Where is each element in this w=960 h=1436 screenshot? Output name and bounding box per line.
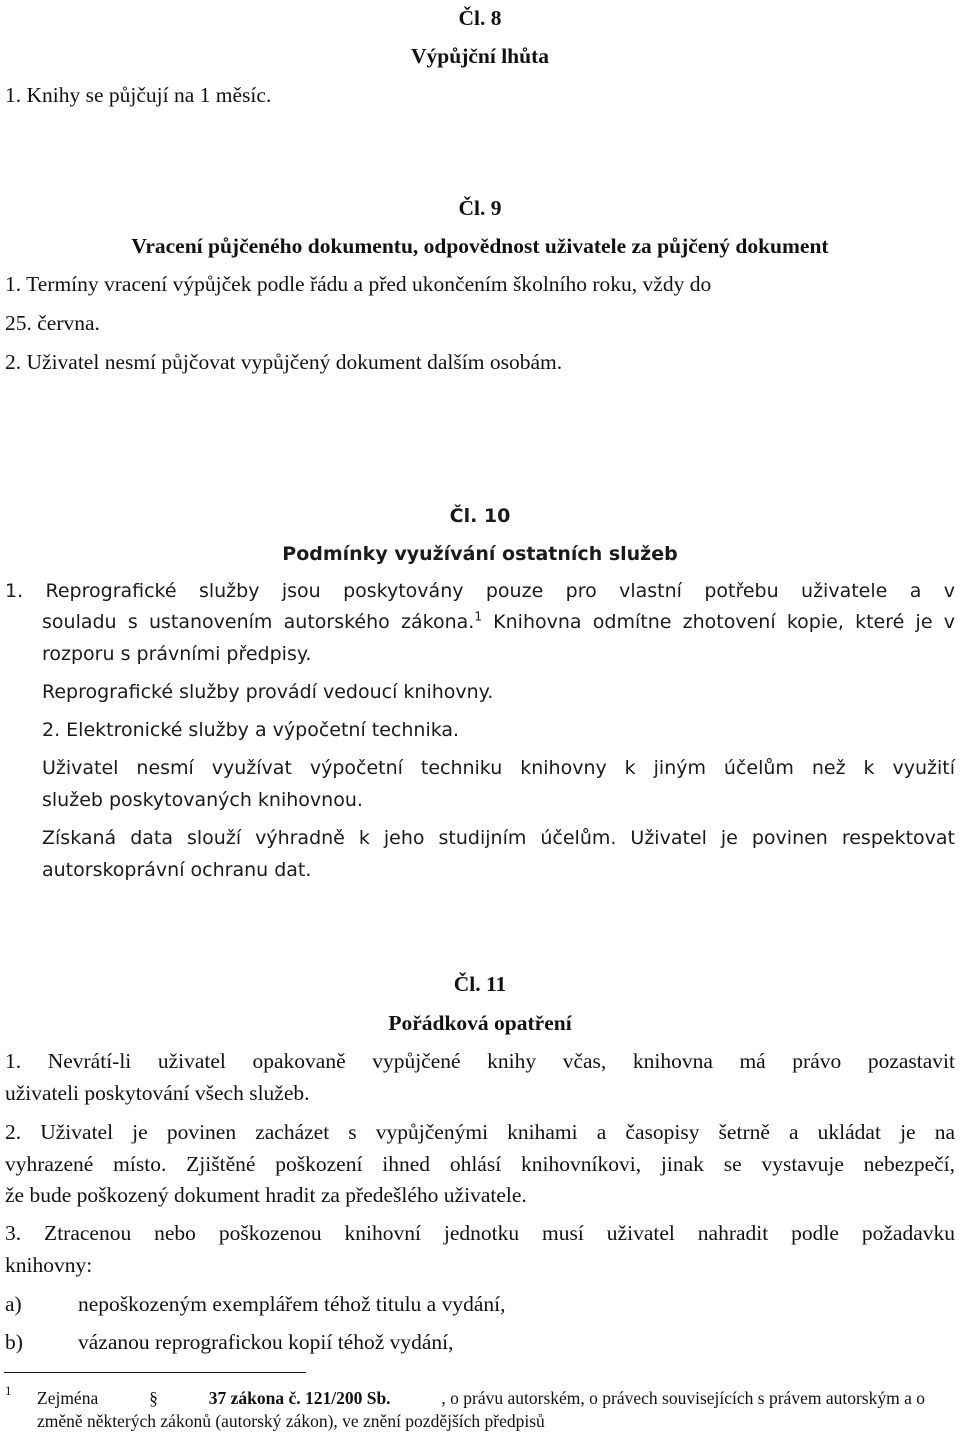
article-11-paragraph-2-line-1: 2. Uživatel je povinen zacházet s vypůjčenými knihami a časopisy šetrně a ukládat je na [5,1120,955,1144]
article-9-paragraph-2: 2. Uživatel nesmí půjčovat vypůjčený dokument dalším osobám. [5,350,563,374]
article-9-number: Čl. 9 [458,196,502,220]
footnote-separator [4,1372,306,1373]
list-item-a: nepoškozeným exemplářem téhož titulu a vydání, [78,1292,506,1316]
article-8-paragraph-1: 1. Knihy se půjčují na 1 měsíc. [5,83,272,107]
article-9-paragraph-1-line-2: 25. června. [5,311,100,335]
article-10-paragraph-2-line-3: služeb poskytovaných knihovnou. [42,789,363,811]
article-11-paragraph-1-line-1: 1. Nevrátí-li uživatel opakovaně vypůjčené knihy včas, knihovna má právo pozastavit [5,1049,955,1073]
article-11-paragraph-1-line-2: uživateli poskytování všech služeb. [5,1081,310,1105]
article-11-title: Pořádková opatření [388,1011,572,1035]
article-11-paragraph-2-line-2: vyhrazené místo. Zjištěné poškození ihned ohlásí knihovníkovi, jinak se vystavuje nebezpečí, [5,1152,955,1176]
article-8-title: Výpůjční lhůta [411,44,549,68]
article-10-paragraph-2-line-2: Uživatel nesmí využívat výpočetní techniku knihovny k jiným účelům než k využití [42,757,955,779]
footnote-line-2: změně některých zákonů (autorský zákon), ve znění pozdějších předpisů [37,1411,545,1431]
list-marker-b: b) [5,1330,23,1354]
article-10-paragraph-1-line-2 [42,608,955,636]
article-11-paragraph-3-line-1: 3. Ztracenou nebo poškozenou knihovní jednotku musí uživatel nahradit podle požadavku [5,1221,955,1245]
list-marker-a: a) [5,1292,22,1316]
article-10-paragraph-2-line-5: autorskoprávní ochranu dat. [42,859,312,881]
article-10-paragraph-1-line-3: rozporu s právními předpisy. [42,643,312,665]
article-11-paragraph-2-line-3: že bude poškozený dokument hradit za předešlého uživatele. [5,1183,527,1207]
article-10-number: Čl. 10 [449,505,511,527]
footnote-law-description: , o právu autorském, o právech souvisejících s právem autorským a o [441,1388,925,1408]
article-10-paragraph-1-text: souladu s ustanovením autorského zákona. [42,611,475,633]
footnote-mark: 1 [5,1383,12,1398]
article-8-number: Čl. 8 [458,6,502,30]
section-sign-icon: § [149,1388,158,1408]
footnote-law: 37 zákona č. 121/200 Sb. [208,1388,391,1408]
article-9-paragraph-1-line-1: 1. Termíny vracení výpůjček podle řádu a před ukončením školního roku, vždy do [5,272,712,296]
article-10-title: Podmínky využívání ostatních služeb [282,543,678,565]
article-10-paragraph-1-line-1: 1. Reprografické služby jsou poskytovány pouze pro vlastní potřebu uživatele a v [5,580,955,602]
article-10-paragraph-1-continuation: Knihovna odmítne zhotovení kopie, které je v [481,611,955,633]
article-11-paragraph-3-line-2: knihovny: [5,1253,93,1277]
footnote-lead: Zejména [37,1388,99,1408]
article-11-number: Čl. 11 [453,972,507,996]
footnote-reference: 1 [474,609,482,624]
list-item-b: vázanou reprografickou kopií téhož vydání, [78,1330,454,1354]
article-10-paragraph-2: 2. Elektronické služby a výpočetní technika. [42,719,460,741]
article-9-title: Vracení půjčeného dokumentu, odpovědnost uživatele za půjčený dokument [131,234,829,258]
article-10-paragraph-2-line-4: Získaná data slouží výhradně k jeho studijním účelům. Uživatel je povinen respektovat [42,827,955,849]
footnote-line-1 [37,1386,925,1410]
article-10-paragraph-1-line-4: Reprografické služby provádí vedoucí knihovny. [42,681,494,703]
